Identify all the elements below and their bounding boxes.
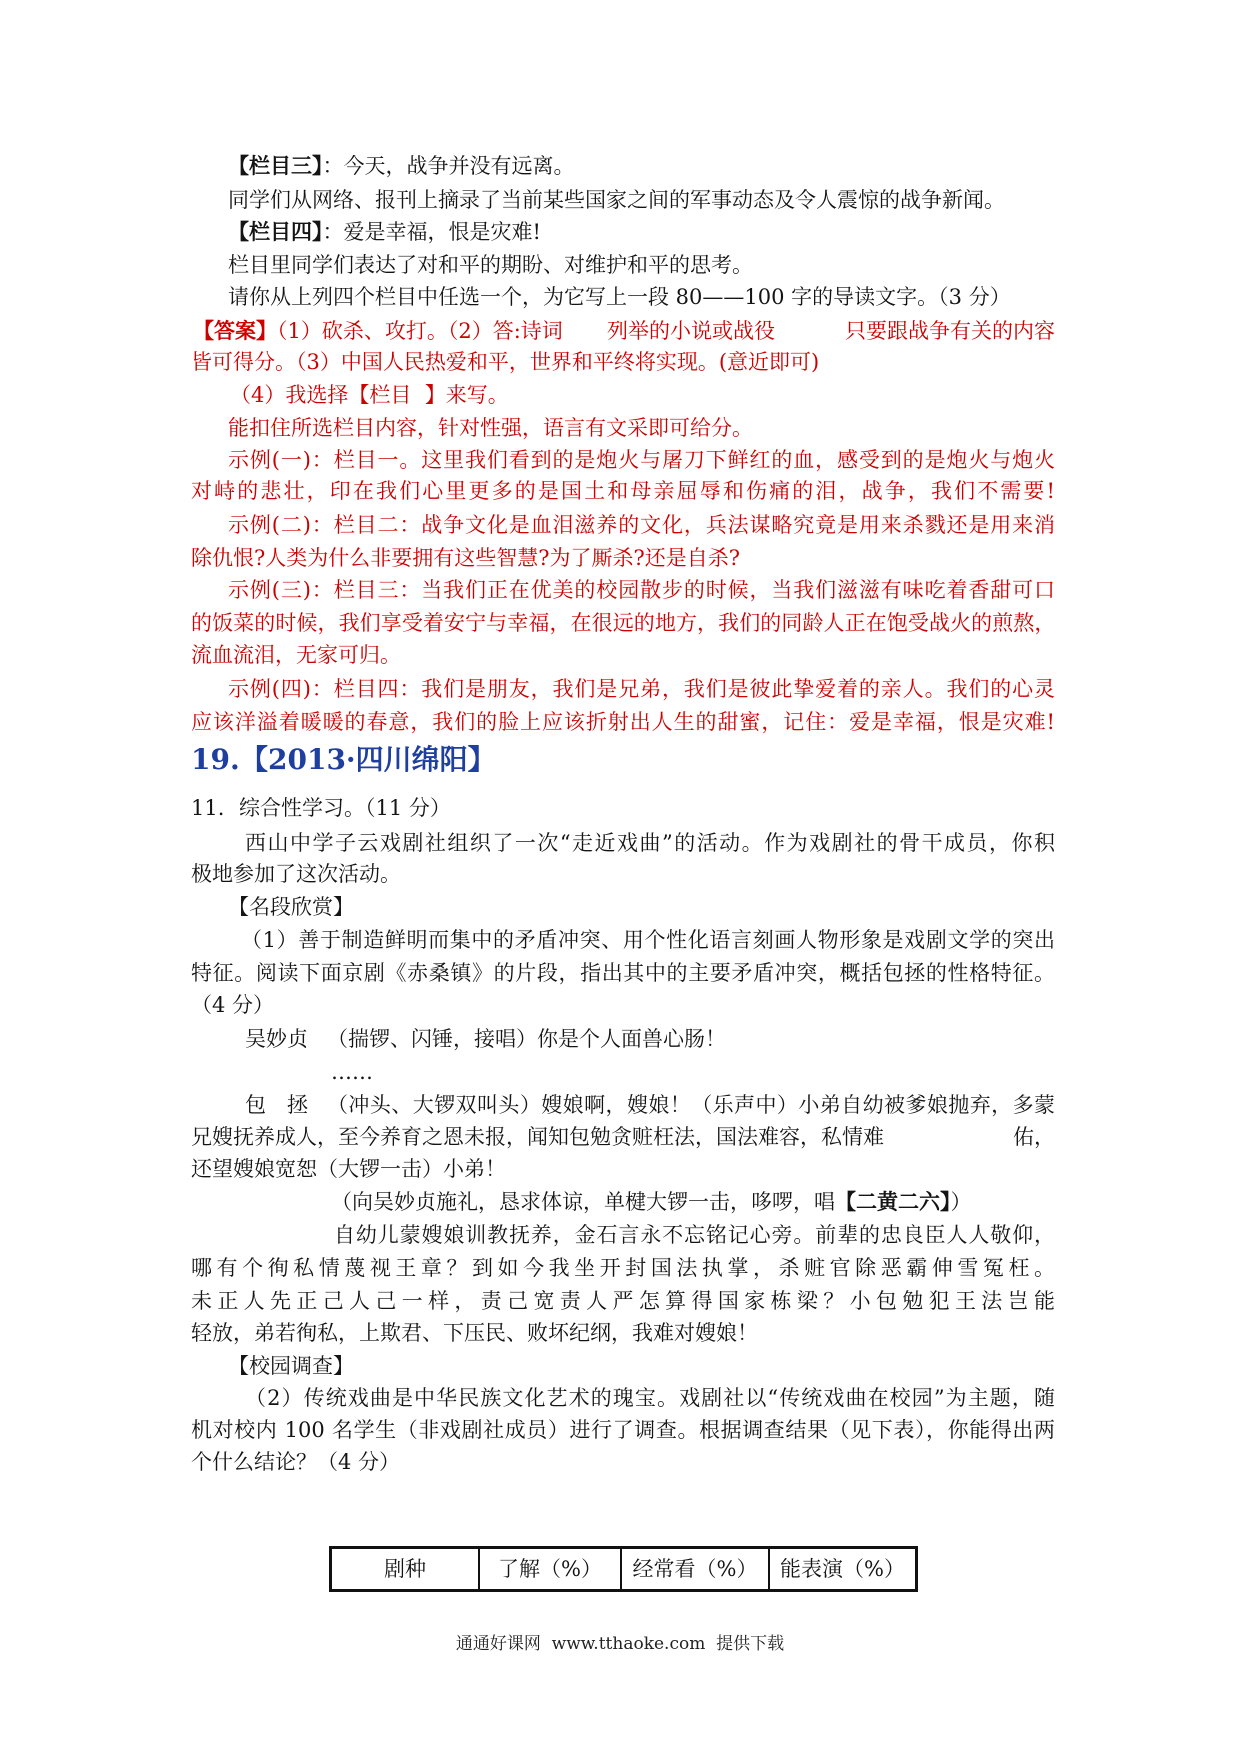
table-header-cell: 剧种 <box>332 1549 480 1589</box>
item-title: 综合性学习。（11 分） <box>239 796 451 820</box>
prompt-line: 个什么结论？（4 分） <box>191 1450 401 1474</box>
prompt-line: 机对校内 100 名学生（非戏剧社成员）进行了调查。根据调查结果（见下表），你能得出两 <box>191 1418 1055 1442</box>
lyric-line: 哪有个徇私情蔑视王章？到如今我坐开封国法执掌，杀赃官除恶霸伸雪冤枉。 <box>191 1256 1055 1280</box>
question-source: 【2013·四川绵阳】 <box>240 743 496 776</box>
dialogue-line: （冲头、大锣双叫头）嫂娘啊，嫂娘！（乐声中）小弟自幼被爹娘抛弃，多蒙 <box>327 1093 1055 1117</box>
footer-text: 通通好课网 www.tthaoke.com 提供下载 <box>455 1634 785 1654</box>
example-line: 流血流泪，无家可归。 <box>191 643 401 667</box>
answer-label: 【答案】 <box>193 318 277 343</box>
column3-label: 【栏目三】 <box>228 153 323 178</box>
column4-heading <box>228 216 541 248</box>
prompt-line: （4 分） <box>191 993 275 1017</box>
intro-line: 西山中学子云戏剧社组织了一次“走近戏曲”的活动。作为戏剧社的骨干成员，你积 <box>245 831 1055 855</box>
stage-direction <box>331 1186 972 1218</box>
table-header-cell: 了解（%） <box>480 1549 622 1589</box>
example-line: 除仇恨?人类为什么非要拥有这些智慧?为了厮杀?还是自杀? <box>191 546 741 570</box>
item-number: 11. <box>191 796 225 820</box>
answer-segment: 列举的小说或战役 <box>607 319 775 343</box>
survey-table <box>329 1546 918 1592</box>
example-line: 对峙的悲壮，印在我们心里更多的是国土和母亲屈辱和伤痛的泪，战争，我们不需要! <box>191 479 1055 503</box>
speaker-name: 吴妙贞 <box>245 1027 308 1051</box>
table-header-cell: 能表演（%） <box>780 1557 905 1581</box>
speaker-name: 包 拯 <box>245 1093 308 1117</box>
column4-title: ：爱是幸福，恨是灾难! <box>322 220 541 244</box>
column4-description: 栏目里同学们表达了对和平的期盼、对维护和平的思考。 <box>228 253 753 277</box>
section-title: 【名段欣赏】 <box>228 895 354 919</box>
ellipsis: …… <box>331 1060 373 1084</box>
example-line: 示例(一)：栏目一。这里我们看到的是炮火与屠刀下鲜红的血，感受到的是炮火与炮火 <box>228 448 1055 472</box>
example-line: 应该洋溢着暖暖的春意，我们的脸上应该折射出人生的甜蜜，记住：爱是幸福，恨是灾难! <box>191 710 1055 734</box>
dialogue-line: 兄嫂抚养成人，至今养育之恩未报，闻知包勉贪赃枉法，国法难容，私情难 <box>191 1125 884 1149</box>
tune-name: 【二黄二六】 <box>835 1189 951 1214</box>
prompt-line: 特征。阅读下面京剧《赤桑镇》的片段，指出其中的主要矛盾冲突，概括包拯的性格特征。 <box>191 961 1055 985</box>
table-header-cell: 经常看（%） <box>622 1549 770 1589</box>
example-line: 示例(四)：栏目四：我们是朋友，我们是兄弟，我们是彼此挚爱着的亲人。我们的心灵 <box>228 677 1055 701</box>
answer-segment: （1）砍杀、攻打。（2）答:诗词 <box>277 319 563 343</box>
lyric-line: 未正人先正己人己一样，责己宽责人严怎算得国家栋梁？小包勉犯王法岂能 <box>191 1289 1055 1313</box>
column4-label: 【栏目四】 <box>228 219 323 244</box>
section-title: 【校园调查】 <box>228 1354 354 1378</box>
answer-segment: 只要跟战争有关的内容 <box>845 319 1055 343</box>
column3-title: ：今天，战争并没有远离。 <box>322 154 575 178</box>
column3-description: 同学们从网络、报刊上摘录了当前某些国家之间的军事动态及令人震惊的战争新闻。 <box>228 188 1005 212</box>
prompt-line: （1）善于制造鲜明而集中的矛盾冲突、用个性化语言刻画人物形象是戏剧文学的突出 <box>241 928 1055 952</box>
intro-line: 极地参加了这次活动。 <box>191 862 401 886</box>
prompt-line: （2）传统戏曲是中华民族文化艺术的瑰宝。戏剧社以“传统戏曲在校园”为主题，随 <box>245 1386 1055 1410</box>
question-number: 19. <box>191 743 240 776</box>
column3-heading <box>228 150 575 182</box>
stage-direction-text: （向吴妙贞施礼，恳求体谅，单楗大锣一击，哆啰，唱 <box>331 1190 835 1214</box>
lyric-line: 轻放，弟若徇私，上欺君、下压民、败坏纪纲，我难对嫂娘！ <box>191 1321 758 1345</box>
example-line: 示例(二)：栏目二：战争文化是血泪滋养的文化，兵法谋略究竟是用来杀戮还是用来消 <box>228 513 1055 537</box>
answer-line: 皆可得分。（3）中国人民热爱和平，世界和平终将实现。(意近即可) <box>191 350 820 374</box>
dialogue-line: 佑， <box>1013 1125 1055 1149</box>
example-line: 示例(三)：栏目三：当我们正在优美的校园散步的时候，当我们滋滋有味吃着香甜可口 <box>228 578 1055 602</box>
stage-direction-text: ） <box>950 1190 972 1214</box>
dialogue-line: 还望嫂娘宽恕（大锣一击）小弟！ <box>191 1157 506 1181</box>
dialogue-line: （揣锣、闪锤，接唱）你是个人面兽心肠！ <box>327 1027 726 1051</box>
task-prompt: 请你从上列四个栏目中任选一个，为它写上一段 80——100 字的导读文字。（3 分） <box>228 285 1011 309</box>
answer-first-line <box>193 315 563 347</box>
example-line: 的饭菜的时候，我们享受着安宁与幸福，在很远的地方，我们的同龄人正在饱受战火的煎熬， <box>191 611 1055 635</box>
answer-line: （4）我选择【栏目 】来写。 <box>230 383 509 407</box>
answer-line: 能扣住所选栏目内容，针对性强，语言有文采即可给分。 <box>228 416 753 440</box>
lyric-line: 自幼儿蒙嫂娘训教抚养，金石言永不忘铭记心旁。前辈的忠良臣人人敬仰， <box>334 1223 1055 1247</box>
